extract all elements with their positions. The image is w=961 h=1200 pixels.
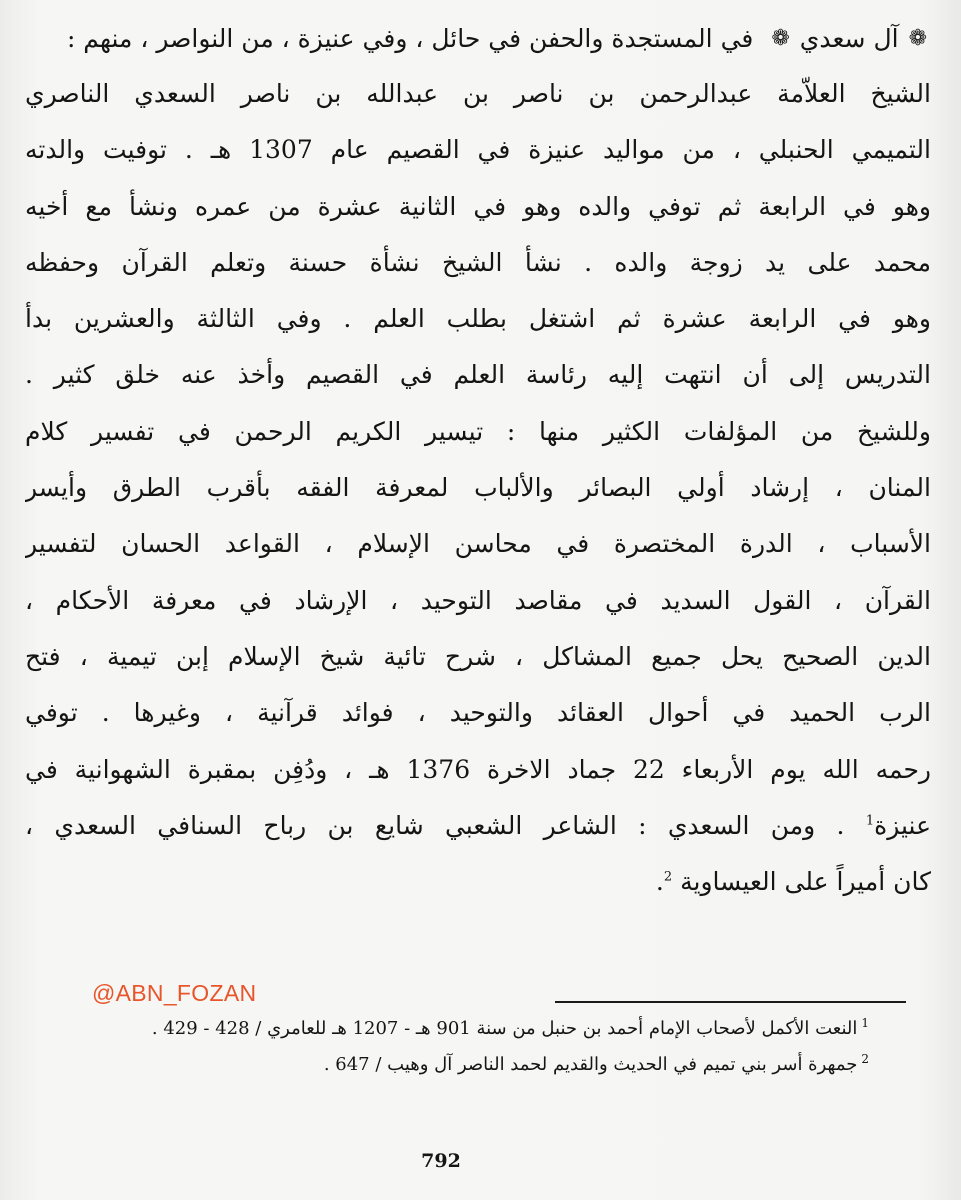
footnote-number: 1 xyxy=(861,1016,869,1030)
line-text: كان أميراً على العيساوية xyxy=(680,867,931,897)
text-line: رحمه الله يوم الأربعاء 22 جماد الاخرة 1376 هـ ، ودُفِن بمقبرة الشهوانية في xyxy=(25,754,931,784)
footnote-text: النعت الأكمل لأصحاب الإمام أحمد بن حنبل من سنة 901 هـ - 1207 هـ للعامري / 428 - 429 . xyxy=(151,1018,858,1039)
page-number: 792 xyxy=(421,1150,461,1172)
text-line: التميمي الحنبلي ، من مواليد عنيزة في القصيم عام 1307 هـ . توفيت والدته xyxy=(25,135,931,165)
text-line xyxy=(25,798,931,854)
footnotes xyxy=(69,1008,869,1080)
footnote-number: 2 xyxy=(861,1052,869,1066)
text-line: التدريس إلى أن انتهت إليه رئاسة العلم في القصيم وأخذ عنه خلق كثير . xyxy=(25,360,931,390)
line-text: . ومن السعدي : الشاعر الشعبي شايع بن رباح السنافي السعدي ، xyxy=(25,810,845,840)
text-line: وهو في الرابعة عشرة ثم اشتغل بطلب العلم . وفي الثالثة والعشرين بدأ xyxy=(25,304,931,334)
text-line: محمد على يد زوجة والده . نشأ الشيخ نشأة حسنة وتعلم القرآن وحفظه xyxy=(25,247,931,277)
text-line: الأسباب ، الدرة المختصرة في محاسن الإسلام ، القواعد الحسان لتفسير xyxy=(25,529,931,559)
footnote-divider xyxy=(555,1001,906,1003)
text-line xyxy=(25,854,931,910)
ornament-icon: ❁ xyxy=(771,25,790,51)
footnote-ref[interactable]: 2 xyxy=(663,869,673,885)
text-line: وللشيخ من المؤلفات الكثير منها : تيسير الكريم الرحمن في تفسير كلام xyxy=(25,416,931,446)
footnote-text: جمهرة أسر بني تميم في الحديث والقديم لحمد الناصر آل وهيب / 647 . xyxy=(323,1054,858,1075)
header-text: في المستجدة والحفن في حائل ، وفي عنيزة ، من النواصر ، منهم : xyxy=(66,23,754,53)
text-line: المنان ، إرشاد أولي البصائر والألباب لمعرفة الفقه بأقرب الطرق وأيسر xyxy=(25,473,931,503)
footnote-item xyxy=(69,1008,869,1044)
text-line: الشيخ العلاّمة عبدالرحمن بن ناصر بن عبدالله بن ناصر السعدي الناصري xyxy=(25,79,931,108)
footnote-item xyxy=(69,1044,869,1080)
footnote-ref[interactable]: 1 xyxy=(865,813,875,829)
text-line: الدين الصحيح يحل جميع المشاكل ، شرح تائية شيخ الإسلام إبن تيمية ، فتح xyxy=(25,641,931,671)
main-text xyxy=(25,66,931,910)
watermark-handle: @ABN_FOZAN xyxy=(92,980,257,1006)
running-head-title: آل سعدي xyxy=(799,23,899,53)
line-text: عنيزة xyxy=(874,810,931,840)
text-line: القرآن ، القول السديد في مقاصد التوحيد ، الإرشاد في معرفة الأحكام ، xyxy=(25,585,931,615)
page-header xyxy=(40,18,931,58)
line-text: . xyxy=(655,867,664,897)
ornament-icon: ❁ xyxy=(908,25,927,51)
text-line: الرب الحميد في أحوال العقائد والتوحيد ، فوائد قرآنية ، وغيرها . توفي xyxy=(25,698,931,728)
text-line: وهو في الرابعة ثم توفي والده وهو في الثانية عشرة من عمره ونشأ مع أخيه xyxy=(25,191,931,221)
